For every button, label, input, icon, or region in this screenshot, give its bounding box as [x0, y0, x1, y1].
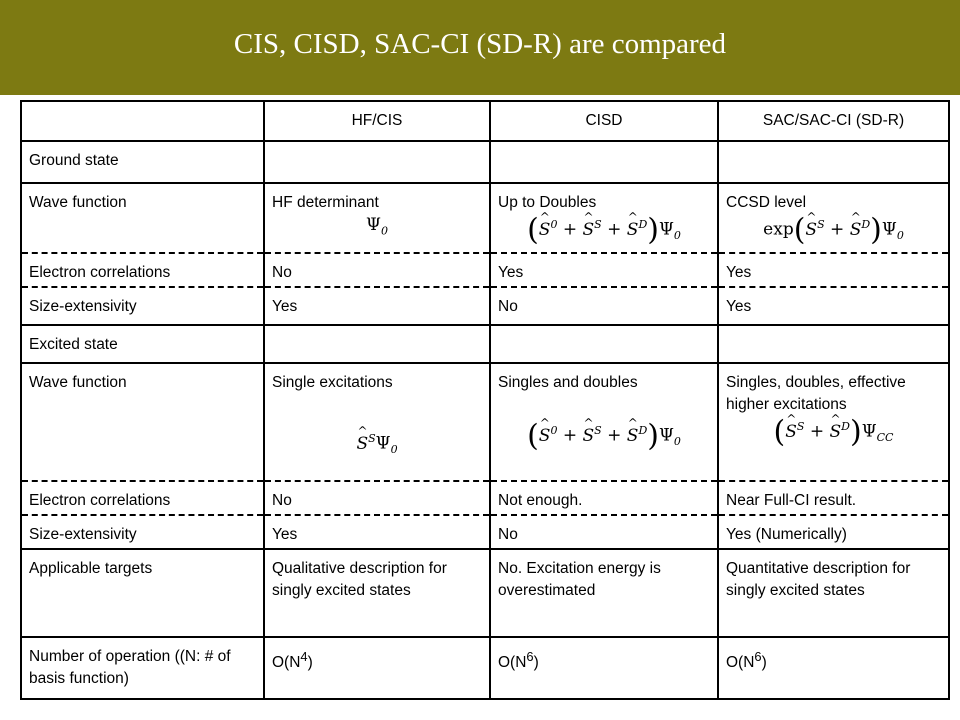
formula-sac-excited: (^ $S^S$ + ^ $S^D)\Psi_{CC}$	[726, 416, 941, 449]
formula-psi0: $\Psi_0$	[366, 215, 388, 238]
cell-text: Up to Doubles	[498, 194, 597, 211]
ground-wave-function-row	[21, 183, 949, 253]
title-banner	[0, 0, 960, 95]
ground-correlations-row	[21, 253, 949, 287]
header-hf-cis: HF/CIS	[264, 101, 490, 141]
cell-text: Yes	[718, 287, 949, 325]
ops-cisd: $O(N^6)$	[490, 637, 718, 699]
cell-text: No	[490, 515, 718, 549]
cell-text: Singles and doubles	[498, 374, 638, 391]
row-label: Wave function	[21, 363, 264, 481]
cell-text: CCSD level	[726, 194, 807, 211]
formula-cisd-excited: (^ $S^0$ + ^ $S^S$ + ^ $S^D)\Psi_0$	[498, 420, 710, 453]
cell-text: Quantitative description for singly excited states	[718, 549, 949, 637]
ops-sac: $O(N^6)$	[718, 637, 949, 699]
cell-text: Singles, doubles, effective higher excitations	[726, 374, 906, 413]
cell-text: Yes	[718, 253, 949, 287]
table-header-row	[21, 101, 949, 141]
cell-text: Qualitative description for singly excited states	[264, 549, 490, 637]
formula-cis-excited: ^ $S^S\Psi_0$	[272, 428, 482, 461]
cell-text: Not enough.	[490, 481, 718, 515]
row-label: Electron correlations	[21, 481, 264, 515]
cell-text: HF determinant	[272, 194, 379, 211]
excited-state-label: Excited state	[21, 325, 264, 363]
row-label: Size-extensivity	[21, 287, 264, 325]
ground-size-extensivity-row	[21, 287, 949, 325]
cell-text: Yes	[264, 515, 490, 549]
excited-correlations-row	[21, 481, 949, 515]
cell-text: Yes	[490, 253, 718, 287]
excited-state-section-row	[21, 325, 949, 363]
cell-text: No	[490, 287, 718, 325]
cell-text: No	[264, 481, 490, 515]
row-label: Wave function	[21, 183, 264, 253]
ground-state-section-row	[21, 141, 949, 183]
cell-text: No. Excitation energy is overestimated	[490, 549, 718, 637]
cell-text: Single excitations	[272, 374, 393, 391]
page-title: CIS, CISD, SAC-CI (SD-R) are compared	[233, 28, 727, 60]
cell-text: Yes (Numerically)	[718, 515, 949, 549]
header-sac-ci: SAC/SAC-CI (SD-R)	[718, 101, 949, 141]
comparison-table	[20, 100, 950, 700]
row-label: Applicable targets	[21, 549, 264, 637]
cell-text: Yes	[264, 287, 490, 325]
cell-text: Near Full-CI result.	[718, 481, 949, 515]
excited-wave-function-row	[21, 363, 949, 481]
header-cisd: CISD	[490, 101, 718, 141]
cell-text: No	[264, 253, 490, 287]
excited-size-extensivity-row	[21, 515, 949, 549]
formula-cisd-ground: (^ $S^0$ + ^ $S^S$ + ^ $S^D)\Psi_0$	[498, 214, 710, 247]
formula-sac-ground: exp(^ $S^S$ + ^ $S^D)\Psi_0$	[726, 214, 941, 247]
row-label: Electron correlations	[21, 253, 264, 287]
applicable-targets-row	[21, 549, 949, 637]
row-label: Size-extensivity	[21, 515, 264, 549]
ground-state-label: Ground state	[21, 141, 264, 183]
ops-hf: $O(N^4)$	[264, 637, 490, 699]
header-empty-cell	[21, 101, 264, 141]
number-of-operation-row	[21, 637, 949, 699]
row-label: Number of operation ((N: # of basis function)	[21, 637, 264, 699]
